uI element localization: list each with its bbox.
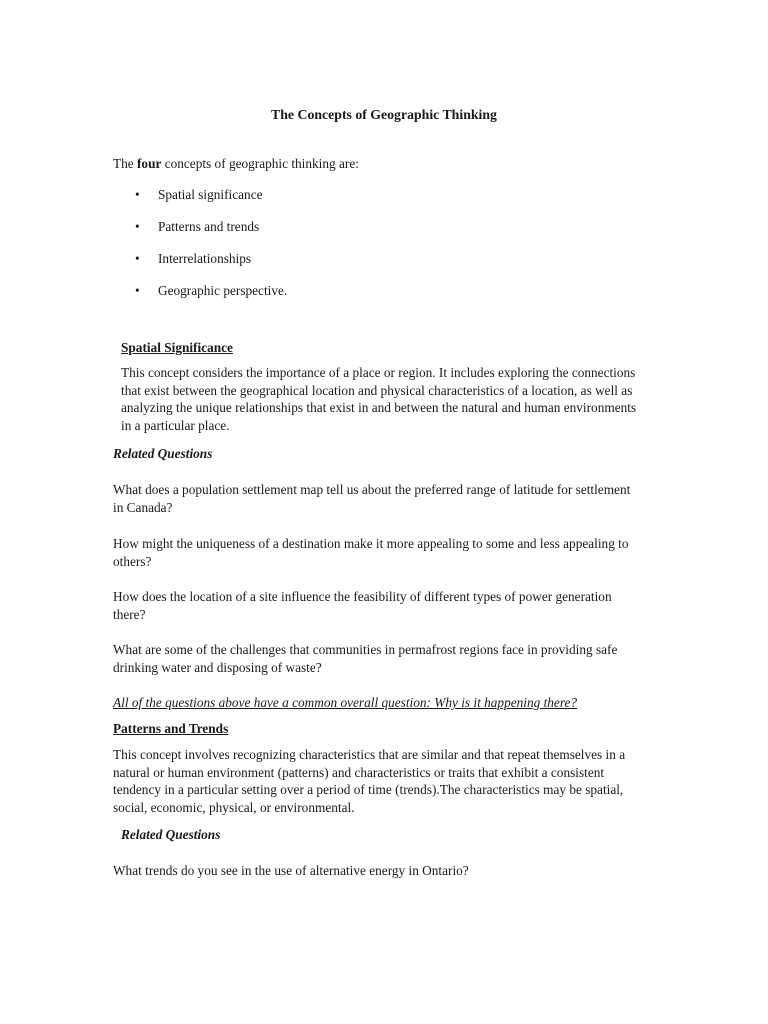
list-item [135,218,287,250]
bullet-icon: • [135,219,140,234]
question-item: What does a population settlement map tell us about the preferred range of latitude for settlement in Canada? [113,482,631,515]
question-item: How does the location of a site influence the feasibility of different types of power generation there? [113,589,612,622]
document-title: The Concepts of Geographic Thinking [271,107,497,122]
concept-label: Spatial significance [158,187,263,202]
intro-emphasis: four [137,156,162,171]
spatial-significance-paragraph: This concept considers the importance of a place or region. It includes exploring the connections that exist between the geographical location and physical characteristics of a location, as well as analyzing the unique relationships that exist in and between the natural and human environments in a particular place. [121,365,637,433]
concept-label: Interrelationships [158,251,252,266]
list-item [135,250,287,282]
related-questions-heading: Related Questions [113,446,213,461]
concepts-list [135,186,287,314]
patterns-trends-heading: Patterns and Trends [113,721,229,736]
question-item: What are some of the challenges that communities in permafrost regions face in providing safe drinking water and disposing of waste? [113,642,618,675]
list-item [135,282,287,314]
bullet-icon: • [135,283,140,298]
concept-label: Patterns and trends [158,219,260,234]
bullet-icon: • [135,251,140,266]
bullet-icon: • [135,187,140,202]
intro-suffix: concepts of geographic thinking are: [161,156,359,171]
related-questions-heading: Related Questions [121,827,221,842]
patterns-trends-paragraph: This concept involves recognizing characteristics that are similar and that repeat themselves in a natural or human environment (patterns) and characteristics or traits that exhibit a consistent tendency in a particular setting over a period of time (trends).The characteristics may be spatial, social, economic, physical, or environmental. [113,747,626,815]
intro-sentence [113,155,359,173]
question-item: What trends do you see in the use of alternative energy in Ontario? [113,863,469,878]
list-item [135,186,287,218]
question-item: How might the uniqueness of a destination make it more appealing to some and less appealing to others? [113,536,629,569]
spatial-significance-heading: Spatial Significance [121,340,233,355]
intro-prefix: The [113,156,137,171]
concept-label: Geographic perspective. [158,283,288,298]
common-question-note: All of the questions above have a common overall question: Why is it happening there? [113,695,578,710]
